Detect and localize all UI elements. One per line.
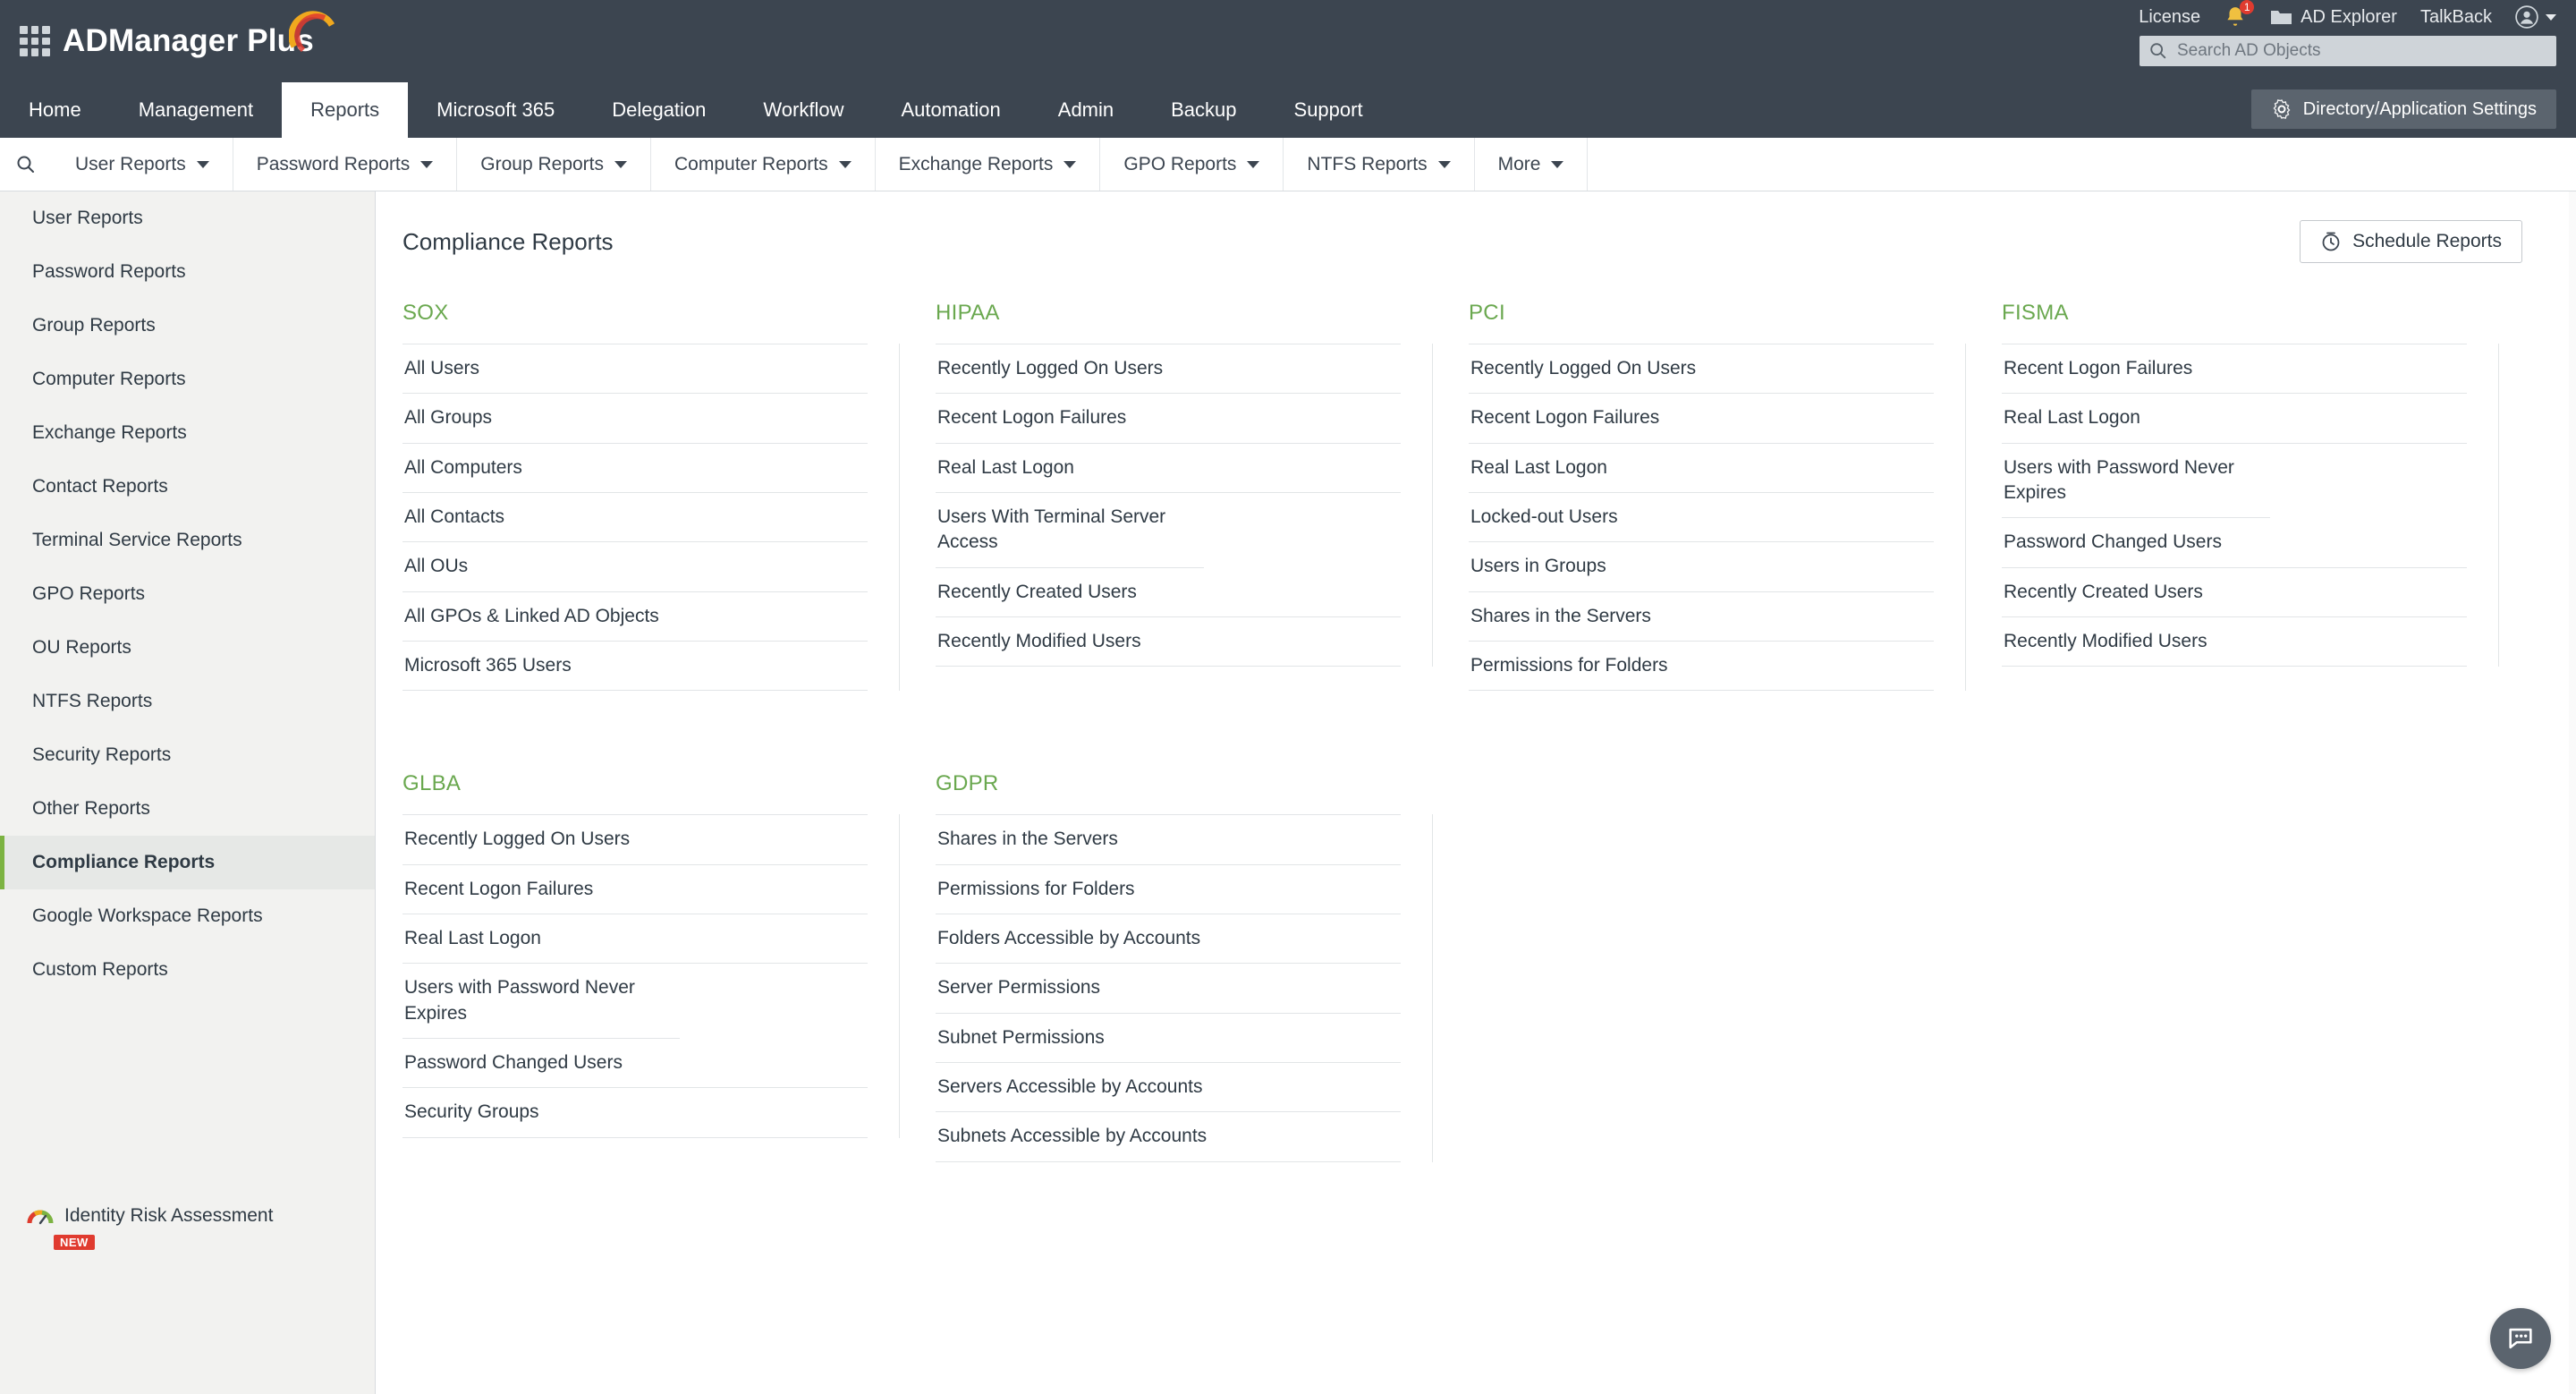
- subnav-gpo-reports[interactable]: [1100, 138, 1284, 191]
- report-list: [402, 344, 900, 691]
- sidebar-item-label: Google Workspace Reports: [32, 905, 263, 926]
- group-sox: [402, 301, 936, 691]
- gauge-icon: [27, 1204, 54, 1228]
- report-list: [936, 344, 1433, 667]
- report-link[interactable]: Folders Accessible by Accounts: [936, 914, 1401, 964]
- report-link[interactable]: All Computers: [402, 444, 868, 493]
- sidebar-item-terminal-service-reports[interactable]: [0, 514, 375, 567]
- group-gdpr: [936, 771, 1469, 1161]
- subnav-label: Computer Reports: [674, 153, 828, 174]
- report-link[interactable]: Recent Logon Failures: [1469, 394, 1934, 443]
- report-link[interactable]: Recently Logged On Users: [1469, 344, 1934, 394]
- sidebar-item-other-reports[interactable]: [0, 782, 375, 836]
- sidebar-item-label: Password Reports: [32, 261, 186, 282]
- reports-subnav: [0, 138, 2576, 191]
- report-link[interactable]: Server Permissions: [936, 964, 1401, 1013]
- tab-microsoft-365[interactable]: [408, 82, 583, 138]
- notification-badge: 1: [2240, 0, 2254, 14]
- sidebar-item-compliance-reports[interactable]: [0, 836, 375, 889]
- sidebar-item-label: Security Reports: [32, 744, 172, 765]
- chevron-down-icon: [614, 161, 627, 168]
- folder-icon: [2270, 8, 2293, 26]
- tab-automation[interactable]: [872, 82, 1029, 138]
- sidebar-item-label: User Reports: [32, 208, 143, 228]
- group-title: GLBA: [402, 771, 462, 796]
- notifications-button[interactable]: [2224, 1, 2250, 29]
- report-link[interactable]: Subnet Permissions: [936, 1014, 1401, 1063]
- tab-label: Home: [29, 98, 81, 121]
- group-title: PCI: [1469, 301, 1505, 325]
- report-link[interactable]: Users With Terminal Server Access: [936, 493, 1204, 568]
- chevron-down-icon: [1247, 161, 1259, 168]
- group-glba: [402, 771, 936, 1161]
- tab-label: Delegation: [612, 98, 707, 121]
- subnav-label: NTFS Reports: [1307, 153, 1428, 174]
- report-link[interactable]: Recent Logon Failures: [2002, 344, 2467, 394]
- report-link[interactable]: Recently Created Users: [2002, 568, 2467, 617]
- tab-label: Workflow: [763, 98, 844, 121]
- app-launcher-icon[interactable]: [20, 26, 50, 56]
- sidebar-item-user-reports[interactable]: [0, 191, 375, 245]
- tab-label: Support: [1293, 98, 1363, 121]
- identity-risk-label: Identity Risk Assessment: [64, 1205, 274, 1226]
- report-link[interactable]: Shares in the Servers: [1469, 592, 1934, 642]
- report-link[interactable]: Real Last Logon: [1469, 444, 1934, 493]
- sidebar-item-label: NTFS Reports: [32, 691, 153, 711]
- ad-explorer-link[interactable]: [2270, 7, 2397, 28]
- sidebar-item-contact-reports[interactable]: [0, 460, 375, 514]
- sidebar-item-label: Group Reports: [32, 315, 156, 336]
- chevron-down-icon: [2546, 14, 2556, 21]
- chevron-down-icon: [197, 161, 209, 168]
- group-title: HIPAA: [936, 301, 1000, 325]
- subnav-group-reports[interactable]: [457, 138, 651, 191]
- tab-delegation[interactable]: [583, 82, 734, 138]
- subnav-computer-reports[interactable]: [651, 138, 876, 191]
- report-link[interactable]: Servers Accessible by Accounts: [936, 1063, 1401, 1112]
- schedule-reports-button[interactable]: [2300, 220, 2522, 263]
- gear-icon: [2271, 98, 2292, 120]
- talkback-label: TalkBack: [2419, 6, 2492, 27]
- main-tab-bar: [0, 82, 2576, 138]
- subnav-label: More: [1497, 153, 1541, 174]
- report-link[interactable]: Permissions for Folders: [1469, 642, 1934, 691]
- report-link[interactable]: All OUs: [402, 542, 868, 591]
- group-pci: [1469, 301, 2002, 691]
- schedule-reports-label: Schedule Reports: [2352, 231, 2502, 251]
- report-list: [2002, 344, 2499, 667]
- subnav-exchange-reports[interactable]: [876, 138, 1101, 191]
- report-link[interactable]: All Groups: [402, 394, 868, 443]
- sidebar-item-label: Computer Reports: [32, 369, 186, 389]
- search-input[interactable]: [2175, 40, 2533, 62]
- brand-logo-icon: [289, 11, 337, 52]
- report-link[interactable]: Shares in the Servers: [936, 814, 1401, 864]
- tab-label: Automation: [901, 98, 1001, 121]
- tab-admin[interactable]: [1030, 82, 1142, 138]
- user-menu[interactable]: [2515, 5, 2556, 29]
- report-link[interactable]: Recently Created Users: [936, 568, 1401, 617]
- sidebar-item-ntfs-reports[interactable]: [0, 675, 375, 728]
- content-area: [376, 191, 2576, 1394]
- identity-risk-assessment[interactable]: [0, 1204, 375, 1251]
- report-link[interactable]: Password Changed Users: [402, 1039, 868, 1088]
- report-link[interactable]: Subnets Accessible by Accounts: [936, 1112, 1401, 1161]
- report-list: [936, 814, 1433, 1161]
- report-link[interactable]: Real Last Logon: [936, 444, 1401, 493]
- report-link[interactable]: Recent Logon Failures: [936, 394, 1401, 443]
- page-title: Compliance Reports: [402, 227, 614, 255]
- sidebar: [0, 191, 376, 1394]
- subnav-label: Password Reports: [256, 153, 411, 174]
- chat-support-button[interactable]: [2490, 1308, 2551, 1369]
- chevron-down-icon: [420, 161, 433, 168]
- report-link[interactable]: Users with Password Never Expires: [2002, 444, 2270, 519]
- sidebar-item-label: Custom Reports: [32, 959, 168, 980]
- report-link[interactable]: Microsoft 365 Users: [402, 642, 868, 691]
- sidebar-item-label: Compliance Reports: [32, 852, 216, 872]
- sidebar-item-label: Other Reports: [32, 798, 150, 819]
- user-icon: [2515, 5, 2538, 29]
- tab-management[interactable]: [110, 82, 282, 138]
- tab-reports[interactable]: [282, 82, 408, 138]
- report-list: [1469, 344, 1966, 691]
- chevron-down-icon: [839, 161, 852, 168]
- subnav-more[interactable]: [1475, 138, 1589, 191]
- report-list: [402, 814, 900, 1137]
- tab-support[interactable]: [1266, 82, 1392, 138]
- report-link[interactable]: Password Changed Users: [2002, 518, 2467, 567]
- group-title: GDPR: [936, 771, 999, 796]
- brand-label: ADManager Plus: [63, 23, 314, 58]
- tab-home[interactable]: [0, 82, 110, 138]
- search-icon: [2148, 41, 2168, 61]
- compliance-groups-row-1: [376, 263, 2576, 691]
- tab-backup[interactable]: [1142, 82, 1265, 138]
- report-link[interactable]: All GPOs & Linked AD Objects: [402, 592, 868, 642]
- sidebar-item-security-reports[interactable]: [0, 728, 375, 782]
- report-link[interactable]: Users in Groups: [1469, 542, 1934, 591]
- subnav-ntfs-reports[interactable]: [1284, 138, 1474, 191]
- tab-label: Backup: [1171, 98, 1237, 121]
- sidebar-item-ou-reports[interactable]: [0, 621, 375, 675]
- group-title: SOX: [402, 301, 449, 325]
- license-link[interactable]: [2139, 7, 2200, 28]
- group-title: FISMA: [2002, 301, 2069, 325]
- sidebar-item-custom-reports[interactable]: [0, 943, 375, 997]
- clock-icon: [2320, 231, 2342, 252]
- report-link[interactable]: Users with Password Never Expires: [402, 964, 680, 1039]
- directory-application-settings-button[interactable]: [2251, 89, 2556, 129]
- subnav-label: User Reports: [75, 153, 186, 174]
- report-link[interactable]: Real Last Logon: [2002, 394, 2467, 443]
- report-link[interactable]: All Contacts: [402, 493, 868, 542]
- vertical-scrollbar[interactable]: [2569, 191, 2576, 1394]
- sidebar-item-google-workspace-reports[interactable]: [0, 889, 375, 943]
- talkback-link[interactable]: [2420, 7, 2492, 28]
- sidebar-item-label: OU Reports: [32, 637, 131, 658]
- subnav-user-reports[interactable]: [52, 138, 233, 191]
- sidebar-item-label: Contact Reports: [32, 476, 168, 497]
- sidebar-item-computer-reports[interactable]: [0, 353, 375, 406]
- report-link[interactable]: Real Last Logon: [402, 914, 868, 964]
- content-header: [376, 191, 2576, 263]
- report-link[interactable]: Permissions for Folders: [936, 865, 1401, 914]
- group-hipaa: [936, 301, 1469, 691]
- bell-icon: [2224, 1, 2250, 29]
- report-link[interactable]: Recent Logon Failures: [402, 865, 868, 914]
- settings-label: Directory/Application Settings: [2302, 98, 2537, 119]
- sidebar-item-label: Exchange Reports: [32, 422, 187, 443]
- sidebar-item-label: Terminal Service Reports: [32, 530, 242, 550]
- subnav-label: GPO Reports: [1123, 153, 1237, 174]
- tab-workflow[interactable]: [734, 82, 872, 138]
- subnav-search-icon[interactable]: [0, 154, 52, 175]
- new-badge: NEW: [54, 1235, 95, 1250]
- sidebar-item-label: GPO Reports: [32, 583, 146, 604]
- report-link[interactable]: Recently Modified Users: [2002, 617, 2467, 667]
- subnav-label: Exchange Reports: [898, 153, 1054, 174]
- ad-search-box[interactable]: [2140, 36, 2556, 66]
- page-body: [0, 191, 2576, 1394]
- tab-label: Admin: [1057, 98, 1114, 121]
- top-bar: [0, 0, 2576, 82]
- report-link[interactable]: Recently Modified Users: [936, 617, 1401, 667]
- sidebar-item-exchange-reports[interactable]: [0, 406, 375, 460]
- report-link[interactable]: Recently Logged On Users: [936, 344, 1401, 394]
- tab-label: Reports: [310, 98, 380, 121]
- chat-icon: [2505, 1323, 2536, 1354]
- ad-explorer-label: AD Explorer: [2301, 6, 2397, 27]
- chevron-down-icon: [1551, 161, 1563, 168]
- compliance-groups-row-2: [376, 734, 2576, 1161]
- report-link[interactable]: Recently Logged On Users: [402, 814, 868, 864]
- tab-label: Microsoft 365: [436, 98, 555, 121]
- sidebar-item-password-reports[interactable]: [0, 245, 375, 299]
- chevron-down-icon: [1063, 161, 1076, 168]
- brand-title: [63, 23, 323, 59]
- report-link[interactable]: All Users: [402, 344, 868, 394]
- report-link[interactable]: Locked-out Users: [1469, 493, 1934, 542]
- sidebar-item-group-reports[interactable]: [0, 299, 375, 353]
- subnav-password-reports[interactable]: [233, 138, 458, 191]
- group-fisma: [2002, 301, 2535, 691]
- tab-label: Management: [138, 98, 254, 121]
- license-label: License: [2139, 6, 2201, 27]
- chevron-down-icon: [1438, 161, 1451, 168]
- report-link[interactable]: Security Groups: [402, 1088, 868, 1137]
- subnav-label: Group Reports: [480, 153, 605, 174]
- sidebar-item-gpo-reports[interactable]: [0, 567, 375, 621]
